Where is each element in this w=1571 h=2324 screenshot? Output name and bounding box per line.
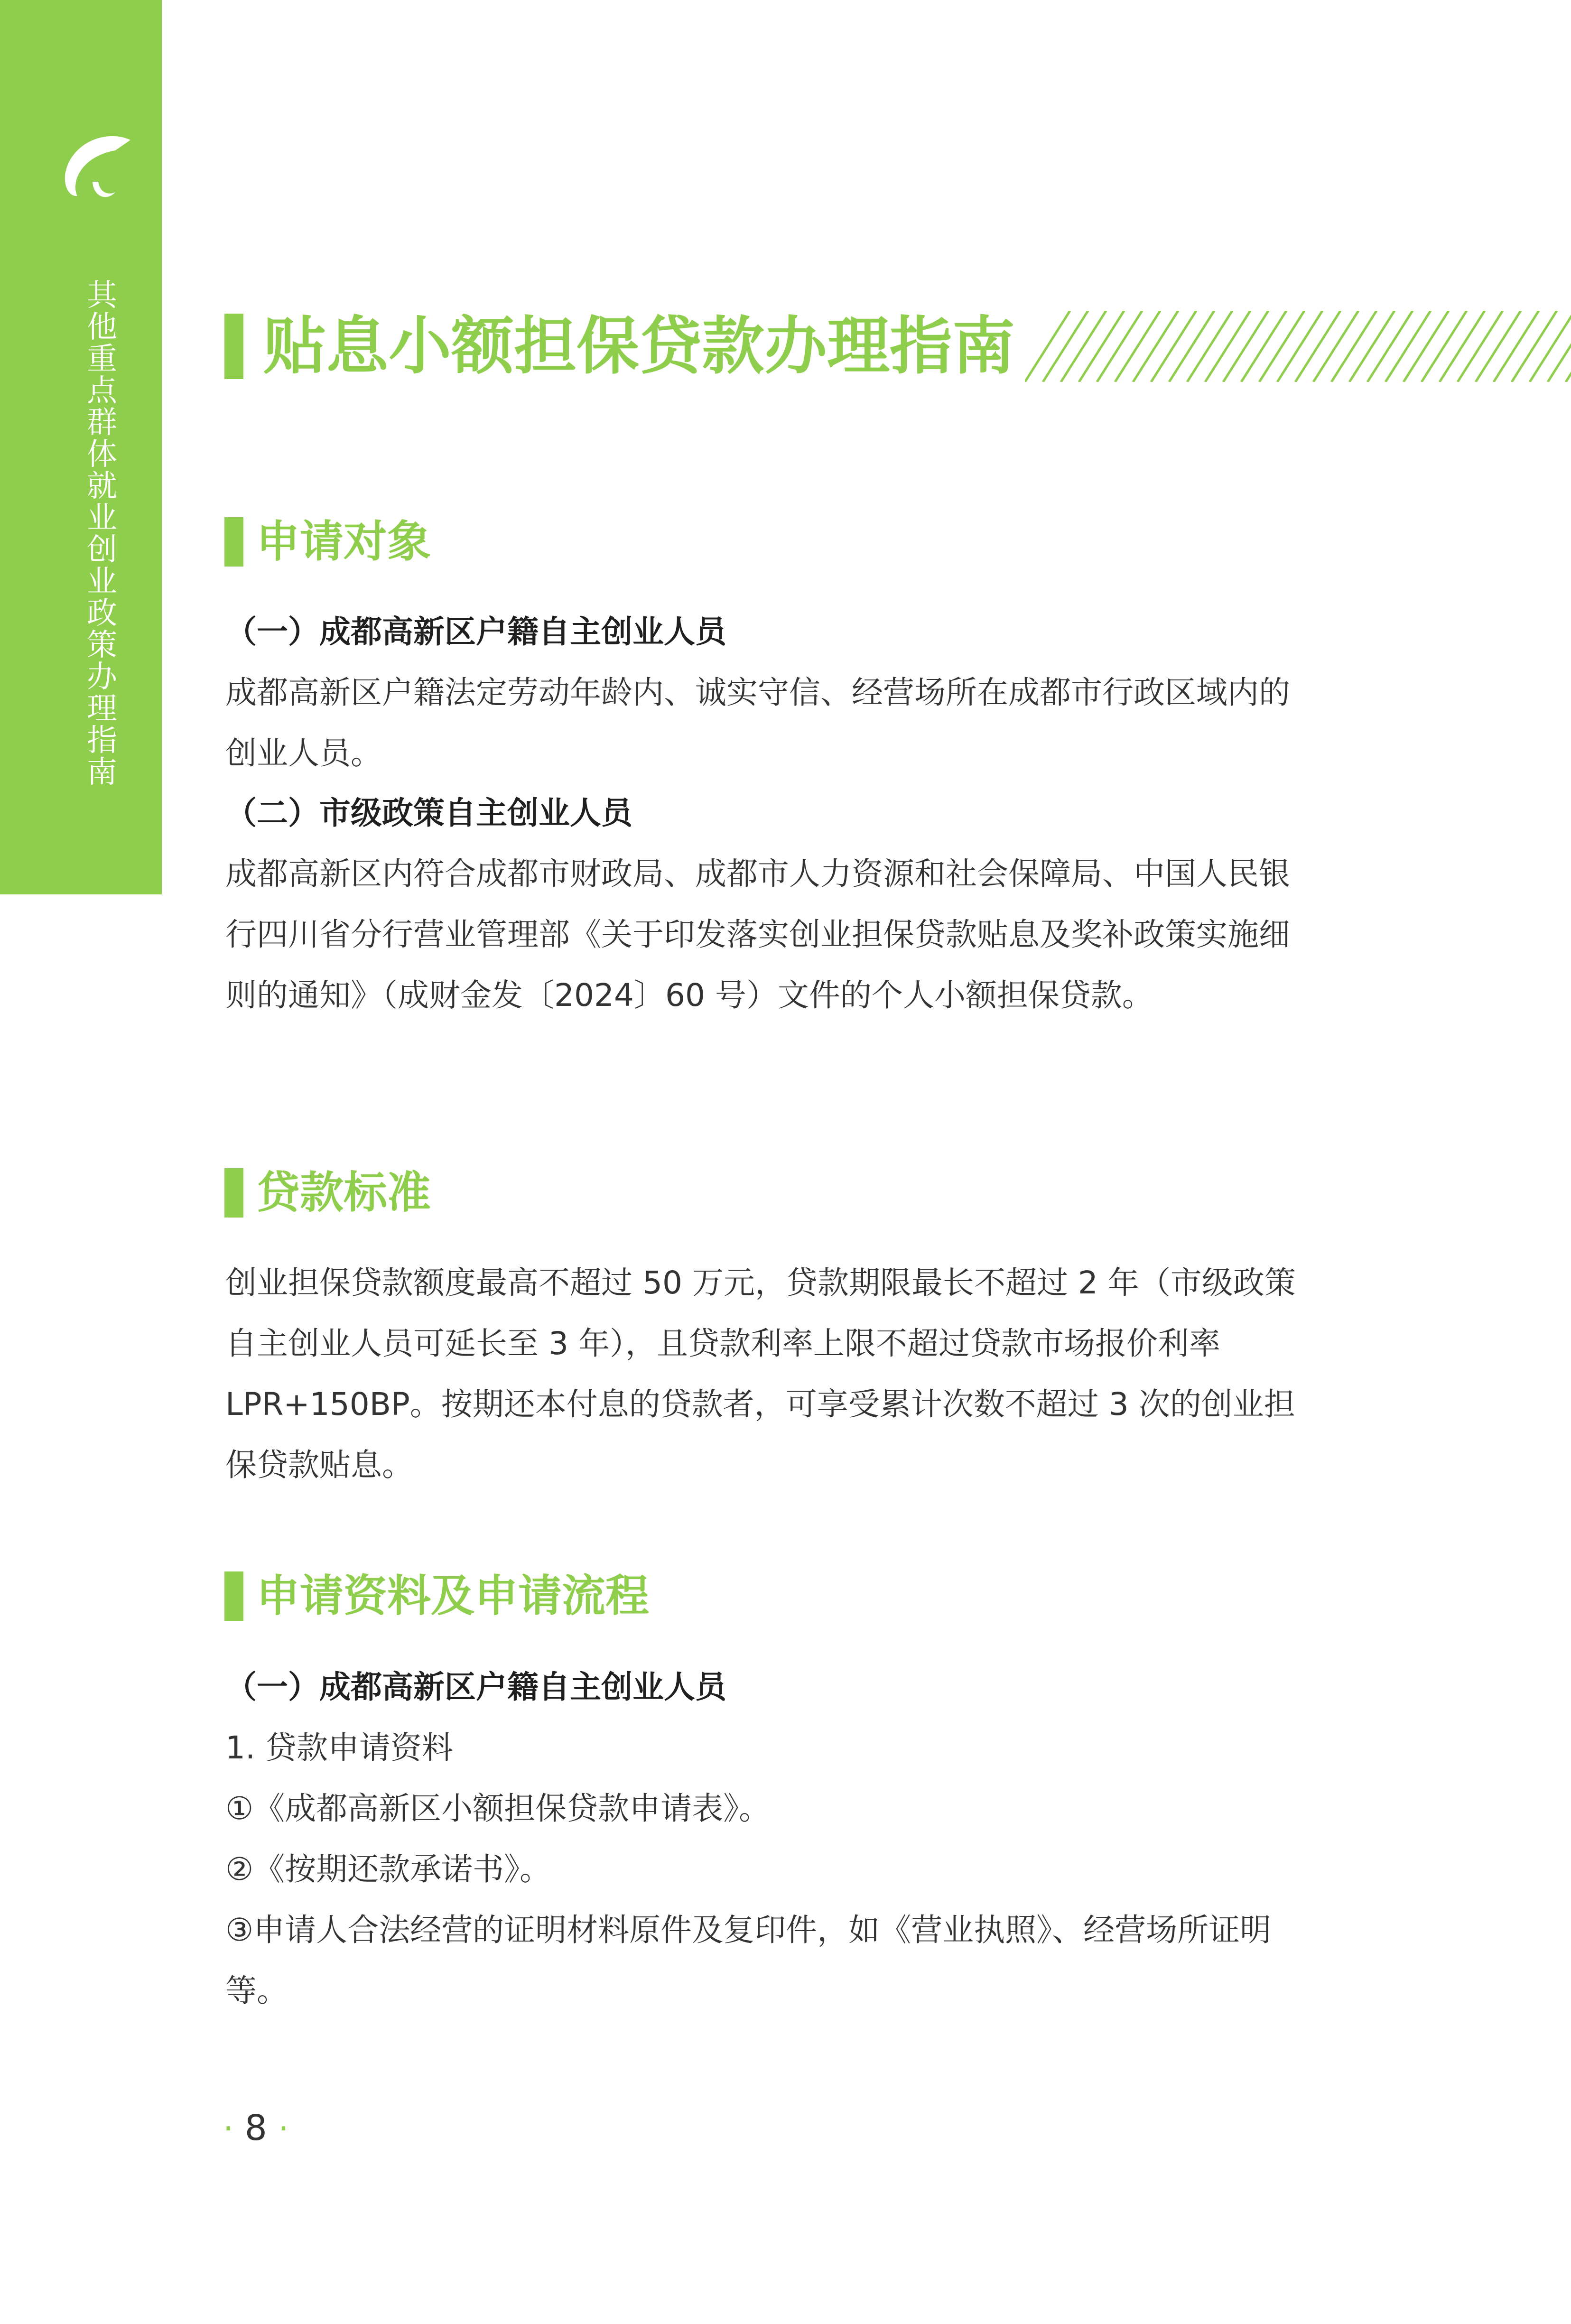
hatch-line [1061, 311, 1106, 382]
hatch-line [1512, 311, 1557, 382]
section-accent-bar [224, 517, 243, 567]
subheading-gaoxin-residents-2: （一）成都高新区户籍自主创业人员 [225, 1669, 726, 1705]
paragraph-loan-standard: 创业担保贷款额度最高不超过 50 万元，贷款期限最长不超过 2 年（市级政策自主创业人员可延长至 3 年），且贷款利率上限不超过贷款市场报价利率 LPR+150BP。按期还本付息的贷款者，可享受累计次数不超过 3 次的创业担保贷款贴息。 [225, 1264, 1296, 1483]
hatch-line [1187, 311, 1232, 382]
side-band [0, 0, 162, 894]
hatch-line [1476, 311, 1521, 382]
hatch-line [1133, 311, 1178, 382]
hatch-line [1404, 311, 1449, 382]
hatch-line [1025, 311, 1070, 382]
hatch-line [1458, 311, 1503, 382]
hatch-line [1115, 311, 1160, 382]
hatch-line [1151, 311, 1196, 382]
subheading-city-policy: （二）市级政策自主创业人员 [225, 795, 632, 831]
title-accent-bar [224, 314, 243, 379]
page-number-value: 8 [244, 2108, 267, 2148]
hatch-line [1422, 311, 1467, 382]
section-accent-bar [224, 1168, 243, 1218]
hatch-line [1259, 311, 1304, 382]
paragraph-gaoxin-residents: 成都高新区户籍法定劳动年龄内、诚实守信、经营场所在成都市行政区域内的创业人员。 [225, 674, 1290, 772]
hatch-line [1385, 311, 1431, 382]
hatch-line [1349, 311, 1394, 382]
page-number [223, 2104, 289, 2152]
hatch-line [1440, 311, 1485, 382]
page-number-dot: · [278, 2109, 289, 2148]
page-title: 贴息小额担保贷款办理指南 [263, 310, 1015, 383]
paragraph-city-policy: 成都高新区内符合成都市财政局、成都市人力资源和社会保障局、中国人民银行四川省分行营业管理部《关于印发落实创业担保贷款贴息及奖补政策实施细则的通知》（成财金发〔2024〕60 号）文件的个人小额担保贷款。 [225, 855, 1290, 1013]
title-hatch-decoration [1025, 311, 1571, 382]
hatch-line [1313, 311, 1358, 382]
hatch-line [1043, 311, 1088, 382]
hatch-line [1079, 311, 1124, 382]
hatch-line [1205, 311, 1250, 382]
logo-icon [59, 121, 140, 211]
section-heading-materials-process: 申请资料及申请流程 [256, 1571, 650, 1621]
hatch-line [1223, 311, 1268, 382]
section-heading-applicants: 申请对象 [256, 516, 431, 567]
list-item: ②《按期还款承诺书》。 [225, 1851, 551, 1887]
section-heading-loan-standard: 贷款标准 [256, 1167, 431, 1218]
page-number-dot: · [223, 2109, 234, 2148]
hatch-line [1494, 311, 1539, 382]
side-vertical-title: 其他重点群体就业创业政策办理指南 [87, 278, 117, 790]
hatch-line [1331, 311, 1376, 382]
hatch-line [1241, 311, 1286, 382]
hatch-line [1169, 311, 1214, 382]
hatch-line [1295, 311, 1340, 382]
section-accent-bar [224, 1571, 243, 1621]
hatch-line [1097, 311, 1142, 382]
list-item: ①《成都高新区小额担保贷款申请表》。 [225, 1790, 771, 1827]
subheading-gaoxin-residents: （一）成都高新区户籍自主创业人员 [225, 614, 726, 650]
list-item: ③申请人合法经营的证明材料原件及复印件，如《营业执照》、经营场所证明等。 [225, 1912, 1272, 2009]
list-heading-materials: 1. 贷款申请资料 [225, 1729, 453, 1766]
hatch-line [1277, 311, 1322, 382]
hatch-line [1367, 311, 1413, 382]
